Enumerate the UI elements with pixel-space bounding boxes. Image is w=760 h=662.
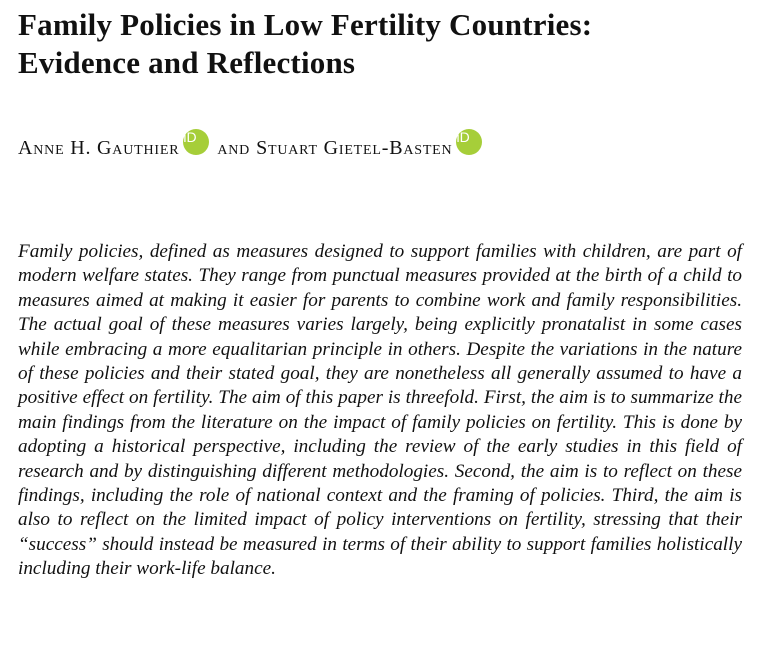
- author-separator: and: [217, 137, 251, 159]
- orcid-icon[interactable]: iD: [183, 129, 209, 155]
- orcid-icon[interactable]: iD: [456, 129, 482, 155]
- title-line-1: Family Policies in Low Fertility Countries:: [18, 7, 593, 42]
- author-name: Anne H. Gauthier: [18, 137, 180, 159]
- abstract: Family policies, defined as measures designed to support families with children, are part of modern welfare states. They range from punctual measures provided at the birth of a child to measures aimed at making it easier for parents to combine work and family responsibilities. The actual goal of these measures varies largely, being explicitly pronatalist in some cases while embracing a more equalitarian principle in others. Despite the variations in the nature of these policies and their stated goal, they are nonetheless all generally assumed to have a positive effect on fertility. The aim of this paper is threefold. First, the aim is to summarize the main findings from the literature on the impact of family policies on fertility. This is done by adopting a historical perspective, including the review of the early studies in this field of research and by distinguishing different methodologies. Second, the aim is to reflect on these findings, including the role of national context and the framing of policies. Third, the aim is also to reflect on the limited impact of policy interventions on fertility, stressing that their “success” should instead be measured in terms of their ability to support families holistically including their work-life balance.: [18, 241, 742, 580]
- paper-title: [18, 6, 748, 82]
- author-list: [18, 128, 486, 160]
- author-name: Stuart Gietel-Basten: [256, 137, 453, 159]
- title-line-2: Evidence and Reflections: [18, 45, 356, 80]
